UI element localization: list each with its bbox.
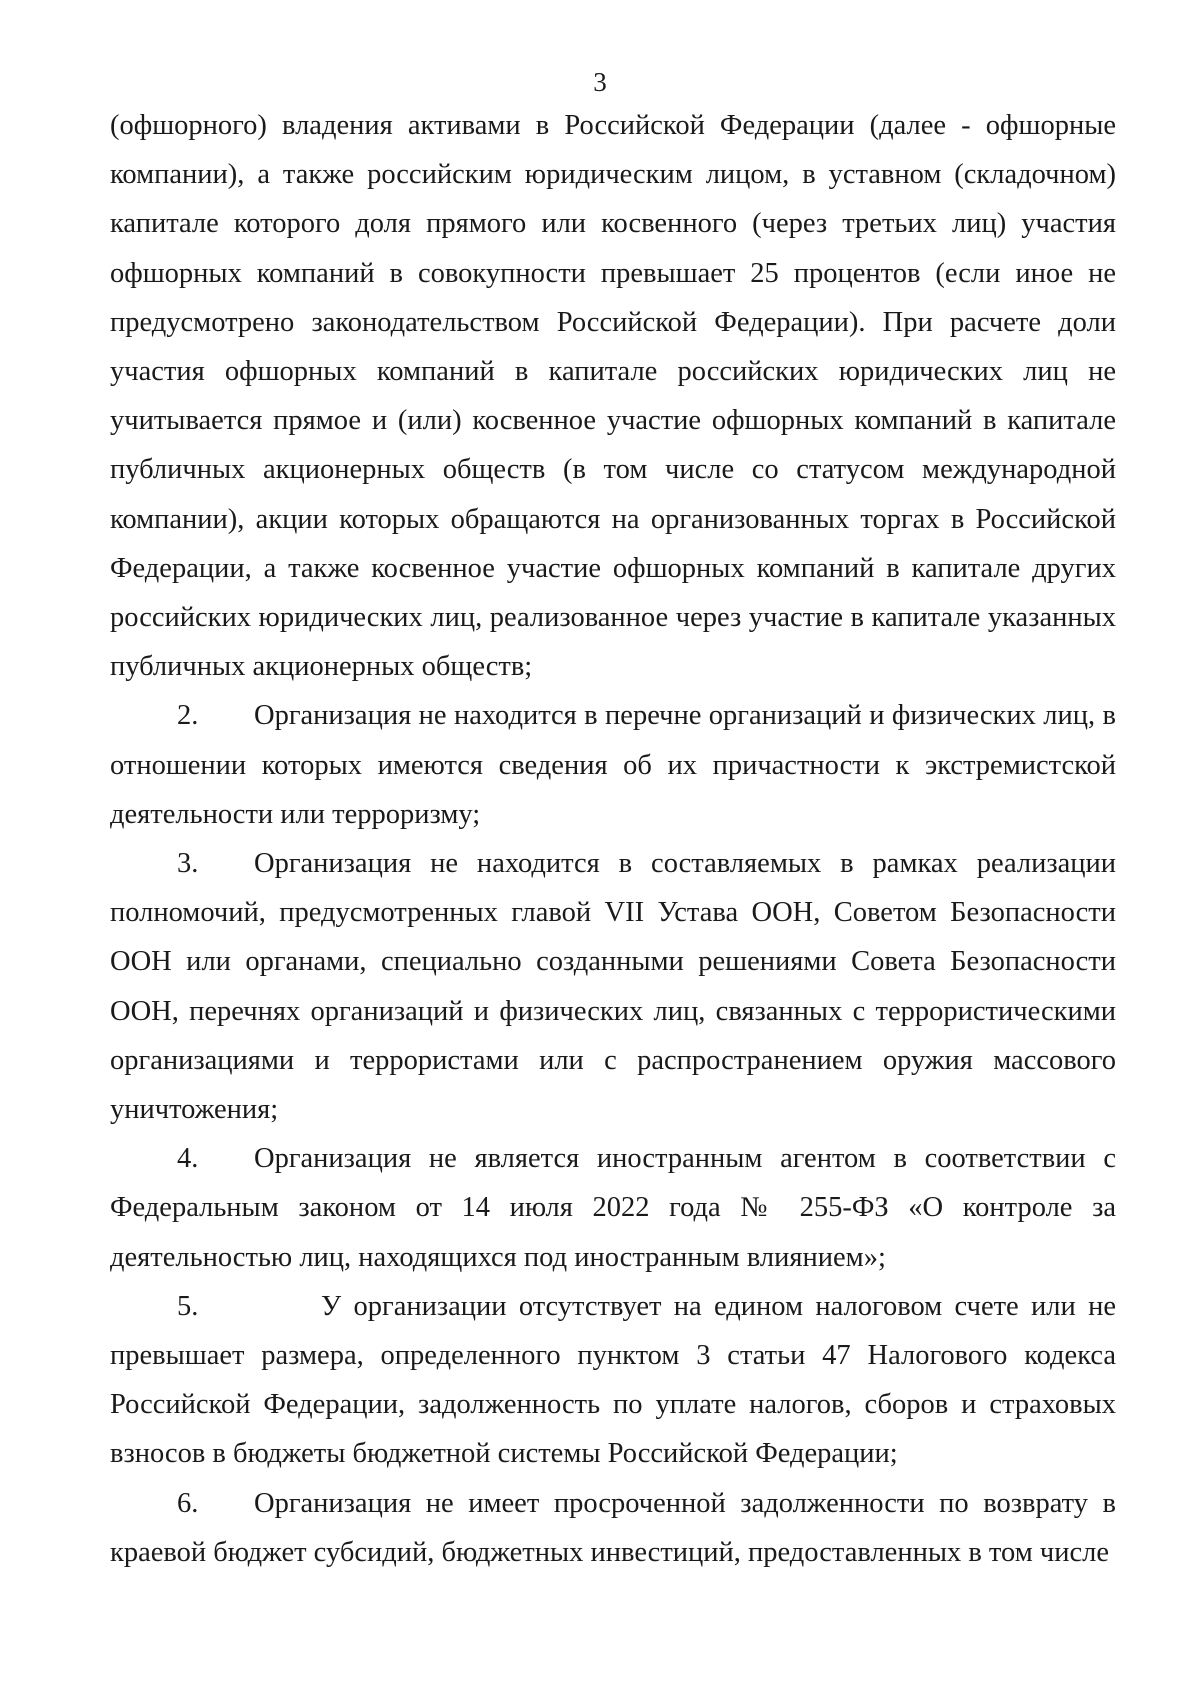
item-text: Организация не является иностранным агентом в соответствии с Федеральным законом от 14 июля 2022 года № 255-ФЗ «О контроле за деятельностью лиц, находящихся под иностранным влиянием»; xyxy=(110,1143,1116,1273)
item-number: 3. xyxy=(177,848,199,880)
item-number: 4. xyxy=(177,1143,199,1175)
item-number: 2. xyxy=(177,700,199,732)
document-body xyxy=(110,101,1116,1577)
item-text: Организация не находится в составляемых в рамках реализации полномочий, предусмотренных главой VII Устава ООН, Советом Безопасности ООН или органами, специально созданными решениями Совета Безопасности ООН, перечнях организаций и физических лиц, связанных с террористическими организациями и террористами или с распространением оружия массового уничтожения; xyxy=(110,848,1116,1126)
list-item-4 xyxy=(110,1134,1116,1282)
page-number: 3 xyxy=(593,67,607,97)
intro-paragraph: (офшорного) владения активами в Российской Федерации (далее - офшорные компании), а также российским юридическим лицом, в уставном (складочном) капитале которого доля прямого или косвенного (через третьих лиц) участия офшорных компаний в совокупности превышает 25 процентов (если иное не предусмотрено законодательством Российской Федерации). При расчете доли участия офшорных компаний в капитале российских юридических лиц не учитывается прямое и (или) косвенное участие офшорных компаний в капитале публичных акционерных обществ (в том числе со статусом международной компании), акции которых обращаются на организованных торгах в Российской Федерации, а также косвенное участие офшорных компаний в капитале других российских юридических лиц, реализованное через участие в капитале указанных публичных акционерных обществ; xyxy=(110,110,1116,683)
item-text: Организация не находится в перечне организаций и физических лиц, в отношении которых имеются сведения об их причастности к экстремистской деятельности или терроризму; xyxy=(110,700,1116,830)
item-number: 5. xyxy=(177,1290,199,1322)
item-text: У организации отсутствует на едином налоговом счете или не превышает размера, определенного пунктом 3 статьи 47 Налогового кодекса Российской Федерации, задолженность по уплате налогов, сборов и страховых взносов в бюджеты бюджетной системы Российской Федерации; xyxy=(110,1290,1116,1470)
item-number: 6. xyxy=(177,1487,199,1519)
item-text: Организация не имеет просроченной задолженности по возврату в краевой бюджет субсидий, бюджетных инвестиций, предоставленных в том числе xyxy=(110,1487,1116,1568)
list-item-3 xyxy=(110,839,1116,1134)
list-item-2 xyxy=(110,691,1116,839)
list-item-5 xyxy=(110,1282,1116,1479)
list-item-6 xyxy=(110,1479,1116,1577)
